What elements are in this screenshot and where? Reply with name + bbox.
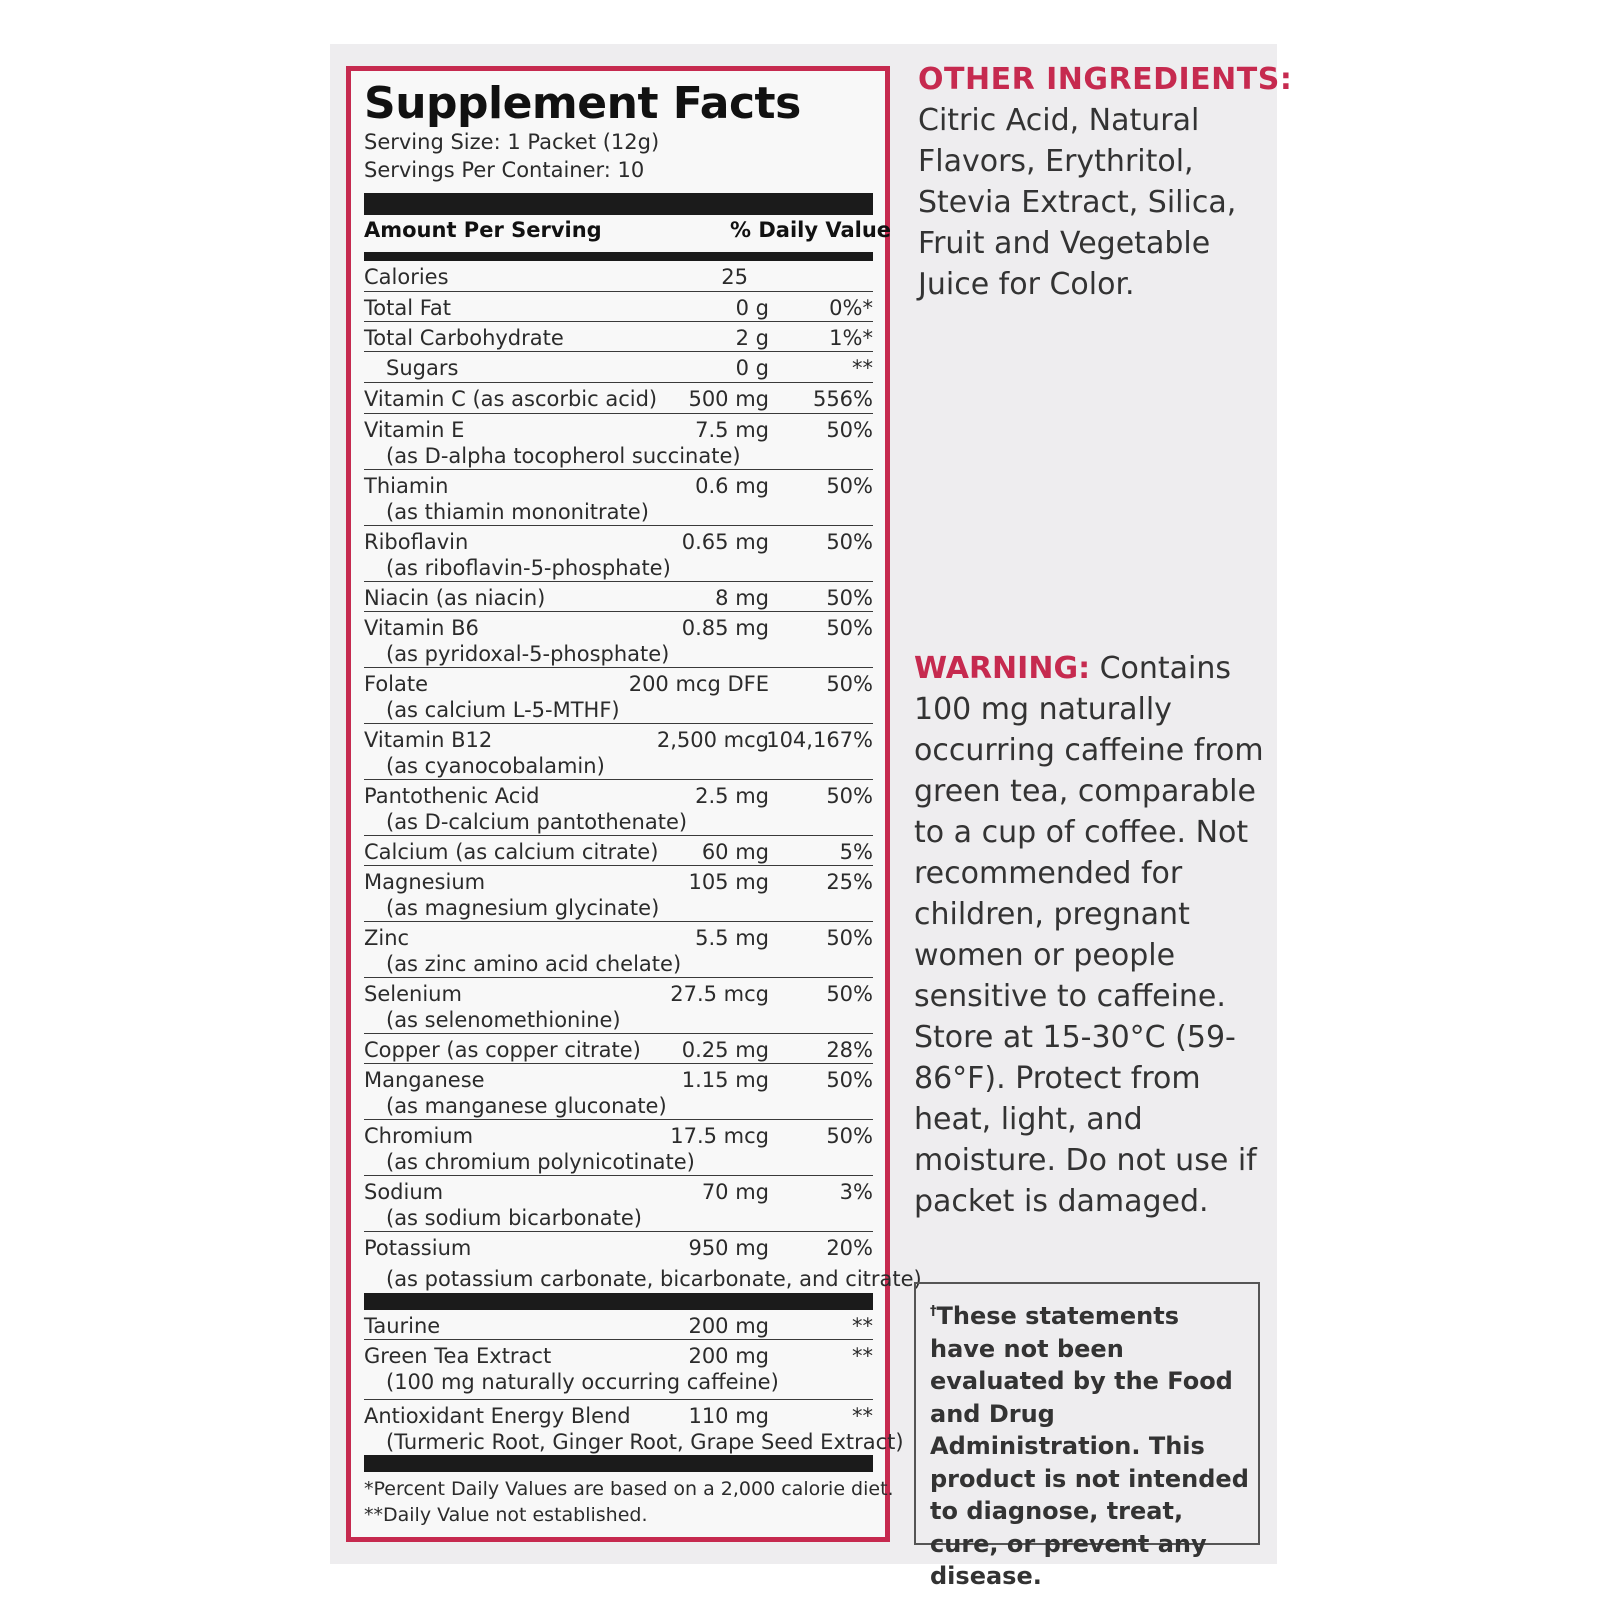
servings-per-container: Servings Per Container: 10 (364, 158, 645, 182)
thick-divider (364, 193, 873, 215)
nutrient-row (364, 1400, 904, 1455)
nutrient-name: Vitamin B6 (364, 616, 479, 640)
nutrient-amount: 500 mg (688, 387, 769, 411)
nutrient-source: (as magnesium glycinate) (386, 896, 660, 920)
nutrient-row (364, 866, 873, 922)
nutrient-row (364, 1120, 873, 1176)
nutrient-amount: 0 g (735, 356, 769, 380)
nutrient-name: Copper (as copper citrate) (364, 1038, 641, 1062)
nutrient-name: Vitamin E (364, 418, 465, 442)
nutrient-name: Sugars (386, 356, 459, 380)
nutrient-daily-value: ** (852, 356, 873, 380)
nutrient-daily-value: 50% (826, 418, 873, 442)
nutrient-daily-value: 20% (826, 1236, 873, 1260)
nutrient-source: (Turmeric Root, Ginger Root, Grape Seed Extract) (386, 1430, 904, 1454)
nutrient-daily-value: 28% (826, 1038, 873, 1062)
nutrient-name: Pantothenic Acid (364, 784, 540, 808)
nutrient-name: Total Fat (364, 296, 451, 320)
nutrient-name: Zinc (364, 926, 410, 950)
nutrient-name: Niacin (as niacin) (364, 586, 546, 610)
nutrient-amount: 17.5 mcg (670, 1124, 769, 1148)
nutrient-daily-value: 50% (826, 784, 873, 808)
nutrient-daily-value: 50% (826, 982, 873, 1006)
nutrient-daily-value: 50% (826, 672, 873, 696)
nutrient-name: Antioxidant Energy Blend (364, 1404, 631, 1428)
nutrient-row (364, 724, 873, 780)
nutrient-row (364, 292, 873, 322)
nutrient-name: Chromium (364, 1124, 474, 1148)
nutrient-amount: 0.85 mg (681, 616, 769, 640)
nutrient-amount: 105 mg (688, 870, 769, 894)
nutrient-name: Calories (364, 265, 449, 289)
nutrient-amount: 5.5 mg (695, 926, 769, 950)
nutrient-daily-value: 50% (826, 474, 873, 498)
nutrient-daily-value: 50% (826, 586, 873, 610)
nutrient-source: (as selenomethionine) (386, 1008, 621, 1032)
nutrient-name: Taurine (364, 1314, 441, 1338)
medium-divider (364, 252, 873, 261)
nutrient-daily-value: 0%* (829, 296, 873, 320)
nutrient-name: Total Carbohydrate (364, 326, 564, 350)
nutrient-source: (as cyanocobalamin) (386, 754, 605, 778)
nutrient-row (364, 668, 873, 724)
nutrient-name: Thiamin (364, 474, 449, 498)
nutrient-name: Magnesium (364, 870, 486, 894)
nutrient-name: Selenium (364, 982, 462, 1006)
nutrient-row (364, 414, 873, 470)
nutrient-daily-value: ** (852, 1404, 873, 1428)
nutrient-row (364, 1310, 873, 1340)
daily-value-header: % Daily Value (730, 218, 892, 242)
nutrient-amount: 0 g (735, 296, 769, 320)
nutrient-source: (as calcium L-5-MTHF) (386, 698, 620, 722)
warning-text: Contains 100 mg naturally occurring caffeine from green tea, comparable to a cup of coffee. Not recommended for children, pregnant women or people sensitive to caffeine. Store at 15-30°C (59-86°F). Protect from heat, light, and moisture. Do not use if packet is damaged. (914, 651, 1264, 1219)
footnote-daily-values: *Percent Daily Values are based on a 2,000 calorie diet. (364, 1478, 894, 1500)
nutrient-daily-value: 50% (826, 530, 873, 554)
nutrient-daily-value: ** (852, 1344, 873, 1368)
nutrient-row (364, 261, 873, 292)
nutrient-amount: 7.5 mg (695, 418, 769, 442)
nutrient-name: Folate (364, 672, 429, 696)
nutrient-daily-value: 5% (839, 840, 873, 864)
nutrient-row (364, 1034, 873, 1064)
nutrient-row (364, 836, 873, 866)
nutrient-row (364, 1064, 873, 1120)
nutrient-daily-value: 50% (826, 926, 873, 950)
nutrient-row (364, 1176, 873, 1232)
nutrient-name: Manganese (364, 1068, 485, 1092)
nutrient-daily-value: ** (852, 1314, 873, 1338)
nutrient-source: (100 mg naturally occurring caffeine) (386, 1370, 779, 1394)
fda-disclaimer (930, 1296, 1252, 1593)
nutrient-name: Vitamin B12 (364, 728, 493, 752)
nutrient-row (364, 1340, 873, 1400)
nutrient-source: (as riboflavin-5-phosphate) (386, 556, 671, 580)
nutrient-daily-value: 104,167% (766, 728, 873, 752)
nutrient-amount: 25 (721, 265, 748, 289)
thick-divider (364, 1293, 873, 1310)
nutrient-daily-value: 1%* (829, 326, 873, 350)
nutrient-amount: 200 mg (688, 1314, 769, 1338)
nutrient-source: (as chromium polynicotinate) (386, 1150, 695, 1174)
nutrient-amount: 110 mg (688, 1404, 769, 1428)
nutrient-daily-value: 3% (839, 1180, 873, 1204)
warning-label: WARNING: (914, 651, 1091, 686)
nutrient-row (364, 352, 873, 383)
nutrient-daily-value: 50% (826, 1068, 873, 1092)
nutrient-source: (as zinc amino acid chelate) (386, 952, 682, 976)
amount-per-serving-header: Amount Per Serving (364, 218, 602, 242)
nutrient-source: (as D-alpha tocopherol succinate) (386, 444, 741, 468)
nutrient-row (364, 470, 873, 526)
warning-block (914, 648, 1264, 1222)
nutrient-row (364, 582, 873, 612)
nutrient-amount: 27.5 mcg (670, 982, 769, 1006)
nutrient-amount: 8 mg (715, 586, 769, 610)
nutrient-daily-value: 50% (826, 616, 873, 640)
nutrient-amount: 0.25 mg (681, 1038, 769, 1062)
nutrient-row (364, 1232, 922, 1293)
nutrient-row (364, 922, 873, 978)
nutrient-source: (as manganese gluconate) (386, 1094, 667, 1118)
nutrient-source: (as thiamin mononitrate) (386, 500, 649, 524)
nutrient-amount: 60 mg (701, 840, 769, 864)
nutrient-name: Green Tea Extract (364, 1344, 552, 1368)
nutrient-name: Sodium (364, 1180, 444, 1204)
nutrient-source: (as potassium carbonate, bicarbonate, and citrate) (386, 1267, 922, 1291)
nutrient-name: Calcium (as calcium citrate) (364, 840, 659, 864)
nutrient-amount: 0.6 mg (695, 474, 769, 498)
other-ingredients-text: Citric Acid, Natural Flavors, Erythritol, Stevia Extract, Silica, Fruit and Vegetable Juice for Color. (918, 103, 1237, 302)
serving-size: Serving Size: 1 Packet (12g) (364, 130, 660, 154)
nutrient-row (364, 383, 873, 414)
nutrient-daily-value: 25% (826, 870, 873, 894)
facts-title: Supplement Facts (364, 78, 801, 129)
nutrient-daily-value: 556% (812, 387, 873, 411)
thick-divider (364, 1455, 873, 1472)
other-ingredients-title: OTHER INGREDIENTS: (918, 62, 1293, 97)
disclaimer-text: These statements have not been evaluated by the Food and Drug Administration. This product is not intended to diagnose, treat, cure, or prevent any disease. (930, 1302, 1249, 1590)
nutrient-amount: 1.15 mg (681, 1068, 769, 1092)
nutrient-row (364, 322, 873, 352)
nutrient-amount: 200 mg (688, 1344, 769, 1368)
nutrient-amount: 200 mcg DFE (628, 672, 769, 696)
nutrient-name: Vitamin C (as ascorbic acid) (364, 387, 658, 411)
nutrient-row (364, 526, 873, 582)
nutrient-name: Riboflavin (364, 530, 469, 554)
nutrient-amount: 2 g (735, 326, 769, 350)
nutrient-name: Potassium (364, 1236, 472, 1260)
nutrient-row (364, 780, 873, 836)
nutrient-source: (as pyridoxal-5-phosphate) (386, 642, 670, 666)
nutrient-amount: 2.5 mg (695, 784, 769, 808)
nutrient-amount: 0.65 mg (681, 530, 769, 554)
nutrient-amount: 2,500 mcg (656, 728, 769, 752)
nutrient-row (364, 978, 873, 1034)
nutrient-daily-value: 50% (826, 1124, 873, 1148)
dagger-mark: † (930, 1304, 937, 1319)
nutrient-row (364, 612, 873, 668)
nutrient-source: (as D-calcium pantothenate) (386, 810, 688, 834)
nutrient-amount: 950 mg (688, 1236, 769, 1260)
footnote-not-established: **Daily Value not established. (364, 1504, 648, 1526)
nutrient-amount: 70 mg (701, 1180, 769, 1204)
nutrient-source: (as sodium bicarbonate) (386, 1206, 642, 1230)
